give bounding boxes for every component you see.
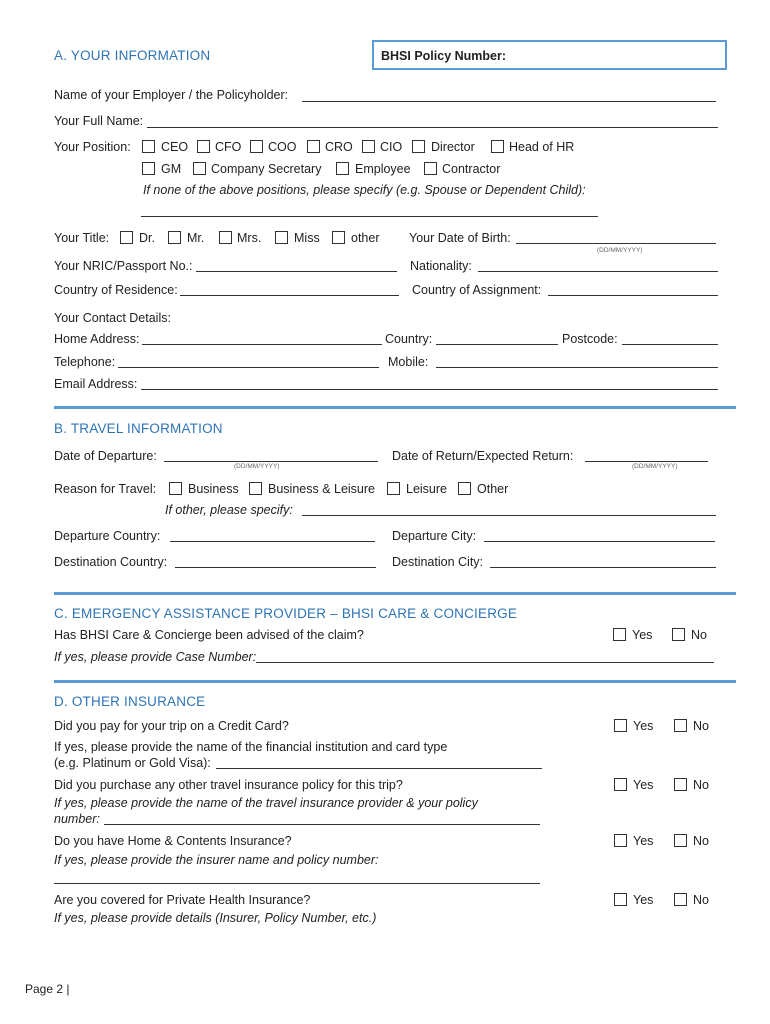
reason-business-leisure-checkbox[interactable] xyxy=(249,482,262,495)
section-d-title: D. OTHER INSURANCE xyxy=(54,694,206,709)
care-concierge-yes-label: Yes xyxy=(632,628,653,642)
position-other-note: If none of the above positions, please specify (e.g. Spouse or Dependent Child): xyxy=(143,183,586,197)
nationality-label: Nationality: xyxy=(410,259,472,273)
section-divider xyxy=(54,592,736,595)
section-divider xyxy=(54,680,736,683)
travel-insurance-note-line1: If yes, please provide the name of the travel insurance provider & your policy xyxy=(54,796,478,810)
credit-card-note-line1: If yes, please provide the name of the financial institution and card type xyxy=(54,740,448,754)
full-name-label: Your Full Name: xyxy=(54,114,144,128)
position-head-of-hr-checkbox[interactable] xyxy=(491,140,504,153)
position-contractor-checkbox[interactable] xyxy=(424,162,437,175)
position-coo-checkbox[interactable] xyxy=(250,140,263,153)
travel-insurance-question: Did you purchase any other travel insurance policy for this trip? xyxy=(54,778,403,792)
position-employee-label: Employee xyxy=(355,162,411,176)
dob-label: Your Date of Birth: xyxy=(409,231,511,245)
assignment-field[interactable] xyxy=(548,295,718,296)
home-contents-question: Do you have Home & Contents Insurance? xyxy=(54,834,292,848)
employer-label: Name of your Employer / the Policyholder: xyxy=(54,88,289,102)
destination-country-field[interactable] xyxy=(175,567,376,568)
destination-country-label: Destination Country: xyxy=(54,555,168,569)
title-miss-checkbox[interactable] xyxy=(275,231,288,244)
position-ceo-checkbox[interactable] xyxy=(142,140,155,153)
nric-label: Your NRIC/Passport No.: xyxy=(54,259,193,273)
section-divider xyxy=(54,406,736,409)
email-field[interactable] xyxy=(141,389,718,390)
home-contents-note: If yes, please provide the insurer name and policy number: xyxy=(54,853,379,867)
travel-insurance-yes-checkbox[interactable] xyxy=(614,778,627,791)
position-gm-label: GM xyxy=(161,162,182,176)
residence-label: Country of Residence: xyxy=(54,283,178,297)
health-insurance-question: Are you covered for Private Health Insurance? xyxy=(54,893,311,907)
position-company-secretary-label: Company Secretary xyxy=(211,162,322,176)
email-label: Email Address: xyxy=(54,377,138,391)
home-contents-no-checkbox[interactable] xyxy=(674,834,687,847)
case-number-field[interactable] xyxy=(256,662,714,663)
position-director-label: Director xyxy=(431,140,475,154)
contact-details-label: Your Contact Details: xyxy=(54,311,171,325)
position-employee-checkbox[interactable] xyxy=(336,162,349,175)
section-c-title: C. EMERGENCY ASSISTANCE PROVIDER – BHSI CARE & CONCIERGE xyxy=(54,606,518,621)
reason-leisure-label: Leisure xyxy=(406,482,447,496)
postcode-field[interactable] xyxy=(622,344,718,345)
home-address-field[interactable] xyxy=(142,344,382,345)
return-date-format-hint: (DD/MM/YYYY) xyxy=(632,463,678,470)
dob-field[interactable] xyxy=(516,243,716,244)
position-cio-checkbox[interactable] xyxy=(362,140,375,153)
travel-insurance-yes-label: Yes xyxy=(633,778,654,792)
title-dr-checkbox[interactable] xyxy=(120,231,133,244)
title-mrs-checkbox[interactable] xyxy=(219,231,232,244)
care-concierge-yes-checkbox[interactable] xyxy=(613,628,626,641)
reason-other-specify-field[interactable] xyxy=(302,515,716,516)
health-insurance-yes-checkbox[interactable] xyxy=(614,893,627,906)
mobile-field[interactable] xyxy=(436,367,718,368)
country-field[interactable] xyxy=(436,344,558,345)
position-company-secretary-checkbox[interactable] xyxy=(193,162,206,175)
destination-city-field[interactable] xyxy=(490,567,716,568)
title-miss-label: Miss xyxy=(294,231,320,245)
position-cro-checkbox[interactable] xyxy=(307,140,320,153)
employer-field[interactable] xyxy=(302,101,716,102)
position-other-field[interactable] xyxy=(141,216,598,217)
nric-field[interactable] xyxy=(196,271,397,272)
departure-city-label: Departure City: xyxy=(392,529,477,543)
home-contents-no-label: No xyxy=(693,834,709,848)
departure-country-field[interactable] xyxy=(170,541,375,542)
care-concierge-no-label: No xyxy=(691,628,707,642)
credit-card-no-checkbox[interactable] xyxy=(674,719,687,732)
page-number: Page 2 | xyxy=(25,982,70,996)
full-name-field[interactable] xyxy=(147,127,718,128)
travel-insurance-note-line2: number: xyxy=(54,812,100,826)
title-mrs-label: Mrs. xyxy=(237,231,262,245)
assignment-label: Country of Assignment: xyxy=(412,283,542,297)
reason-other-label: Other xyxy=(477,482,509,496)
care-concierge-no-checkbox[interactable] xyxy=(672,628,685,641)
care-concierge-question: Has BHSI Care & Concierge been advised of the claim? xyxy=(54,628,364,642)
home-contents-yes-label: Yes xyxy=(633,834,654,848)
home-contents-details-field[interactable] xyxy=(54,883,540,884)
reason-business-checkbox[interactable] xyxy=(169,482,182,495)
reason-other-specify-label: If other, please specify: xyxy=(165,503,293,517)
title-other-label: other xyxy=(351,231,380,245)
position-cfo-label: CFO xyxy=(215,140,242,154)
departure-date-label: Date of Departure: xyxy=(54,449,157,463)
title-mr-label: Mr. xyxy=(187,231,205,245)
title-label: Your Title: xyxy=(54,231,110,245)
credit-card-no-label: No xyxy=(693,719,709,733)
travel-insurance-no-checkbox[interactable] xyxy=(674,778,687,791)
departure-city-field[interactable] xyxy=(484,541,715,542)
travel-insurance-details-field[interactable] xyxy=(104,824,540,825)
health-insurance-yes-label: Yes xyxy=(633,893,654,907)
section-b-title: B. TRAVEL INFORMATION xyxy=(54,421,223,436)
position-ceo-label: CEO xyxy=(161,140,189,154)
title-other-checkbox[interactable] xyxy=(332,231,345,244)
credit-card-details-field[interactable] xyxy=(216,768,542,769)
health-insurance-no-checkbox[interactable] xyxy=(674,893,687,906)
telephone-label: Telephone: xyxy=(54,355,116,369)
position-gm-checkbox[interactable] xyxy=(142,162,155,175)
return-date-label: Date of Return/Expected Return: xyxy=(392,449,574,463)
reason-other-checkbox[interactable] xyxy=(458,482,471,495)
case-number-label: If yes, please provide Case Number: xyxy=(54,650,257,664)
nationality-field[interactable] xyxy=(478,271,718,272)
departure-country-label: Departure Country: xyxy=(54,529,161,543)
credit-card-yes-label: Yes xyxy=(633,719,654,733)
title-dr-label: Dr. xyxy=(139,231,155,245)
home-address-label: Home Address: xyxy=(54,332,140,346)
home-contents-yes-checkbox[interactable] xyxy=(614,834,627,847)
residence-field[interactable] xyxy=(180,295,399,296)
policy-number-label: BHSI Policy Number: xyxy=(381,49,507,63)
position-cio-label: CIO xyxy=(380,140,403,154)
departure-date-format-hint: (DD/MM/YYYY) xyxy=(234,463,280,470)
health-insurance-no-label: No xyxy=(693,893,709,907)
title-mr-checkbox[interactable] xyxy=(168,231,181,244)
dob-format-hint: (DD/MM/YYYY) xyxy=(597,247,643,254)
health-insurance-note: If yes, please provide details (Insurer, Policy Number, etc.) xyxy=(54,911,377,925)
position-cfo-checkbox[interactable] xyxy=(197,140,210,153)
reason-label: Reason for Travel: xyxy=(54,482,157,496)
position-coo-label: COO xyxy=(268,140,297,154)
travel-insurance-no-label: No xyxy=(693,778,709,792)
position-head-of-hr-label: Head of HR xyxy=(509,140,575,154)
position-director-checkbox[interactable] xyxy=(412,140,425,153)
reason-business-leisure-label: Business & Leisure xyxy=(268,482,376,496)
country-label: Country: xyxy=(385,332,433,346)
credit-card-yes-checkbox[interactable] xyxy=(614,719,627,732)
credit-card-question: Did you pay for your trip on a Credit Card? xyxy=(54,719,289,733)
position-cro-label: CRO xyxy=(325,140,353,154)
credit-card-note-line2: (e.g. Platinum or Gold Visa): xyxy=(54,756,211,770)
position-label: Your Position: xyxy=(54,140,131,154)
postcode-label: Postcode: xyxy=(562,332,618,346)
destination-city-label: Destination City: xyxy=(392,555,484,569)
mobile-label: Mobile: xyxy=(388,355,429,369)
reason-leisure-checkbox[interactable] xyxy=(387,482,400,495)
return-date-field[interactable] xyxy=(585,461,708,462)
departure-date-field[interactable] xyxy=(164,461,378,462)
reason-business-label: Business xyxy=(188,482,239,496)
section-a-title: A. YOUR INFORMATION xyxy=(54,48,211,63)
position-contractor-label: Contractor xyxy=(442,162,501,176)
telephone-field[interactable] xyxy=(118,367,379,368)
